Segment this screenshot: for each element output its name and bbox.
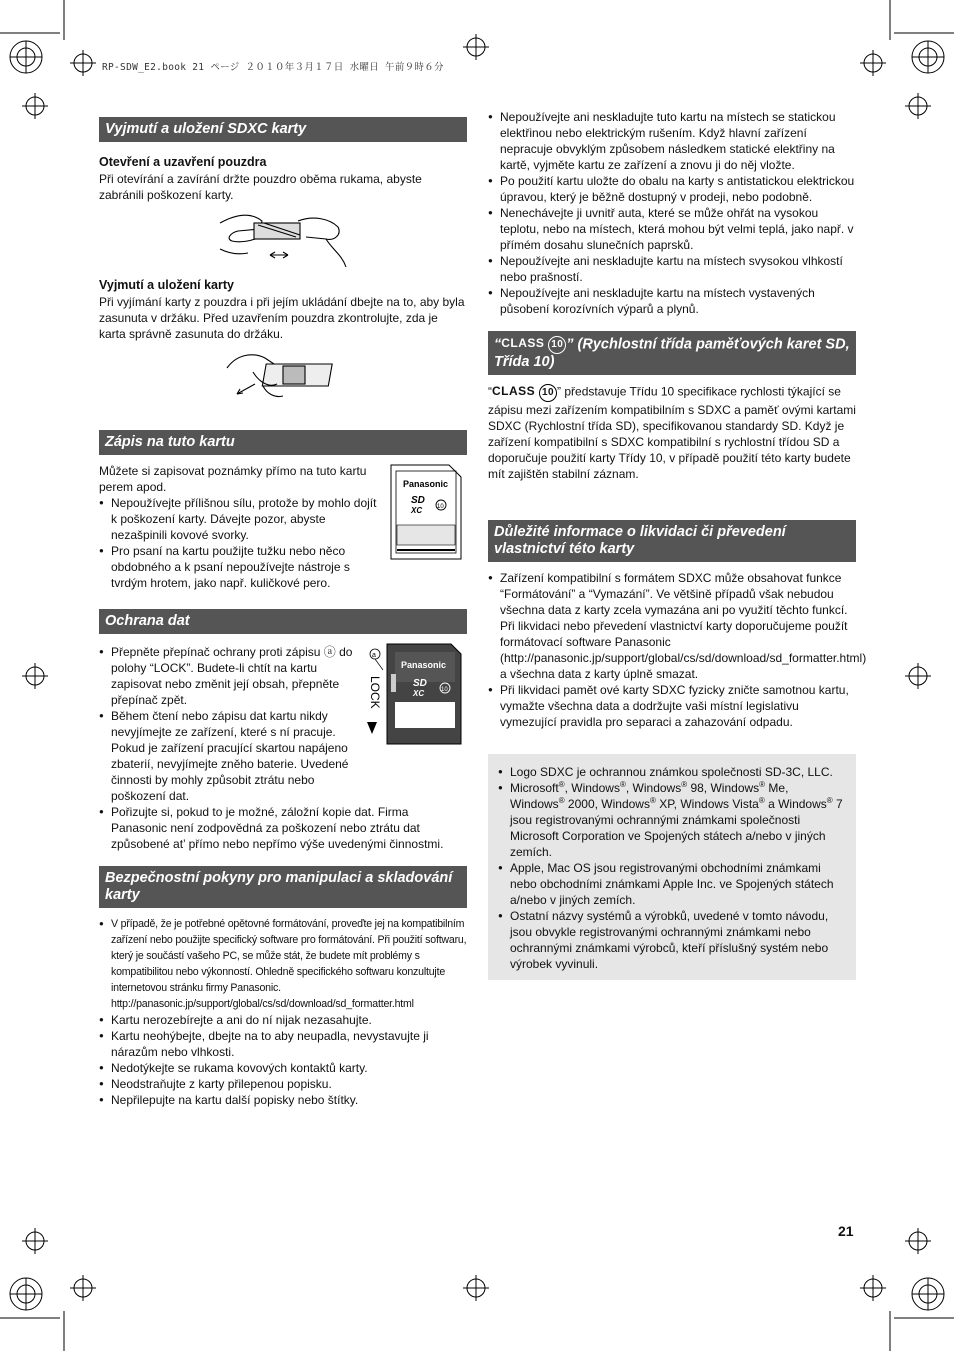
sd-card-sd-logo: SD [411,495,425,506]
trademark-apple: ● Apple, Mac OS jsou registrovanými obchodními známkami nebo obchodními známkami Apple Inc. ve Spojených státech a/nebo v jiných zemích. [498,860,846,908]
text-open-close: Při otevírání a zavírání držte pouzdro oběma rukama, abyste zabránili poškození karty. [99,172,422,202]
sd-card-brand: Panasonic [403,479,449,489]
trademark-others: ● Ostatní názvy systémů a výrobků, uvedené v tomto návodu, jsou obvykle registrovanými ochrannými známkami nebo ochrannými známkami výrobců, kteří příslušný systém nebo výrobek vyvinuli. [498,908,846,972]
trademark-sdxc: ● Logo SDXC je ochrannou známkou společnosti SD-3C, LLC. [498,764,846,780]
lock-card-brand: Panasonic [401,660,447,670]
section-title-class10 [488,331,856,375]
bullet-humidity: ● Nepoužívejte ani neskladujte kartu na místech svysokou vlhkostí nebo prašností. [488,253,856,285]
formatter-url: http://panasonic.jp/support/global/cs/sd/download/sd_formatter.html [111,998,414,1010]
class10-title-text: ” (Rychlostní třída paměťových karet SD, Třída 10) [494,336,850,370]
class10-description [488,383,856,482]
class10-logo [501,335,566,354]
bullet-writing-force: ● Nepoužívejte přílišnou sílu, protože by mohlo dojít k poškození karty. Dávejte pozor, abyste nezašpinili kovové svorky. [99,495,377,543]
sd-card-lock-illustration [365,638,465,748]
subheading-remove-store: Vyjmutí a uložení karty [99,278,234,292]
section-title-data-protection: Ochrana dat [99,609,467,634]
class10-logo-num: 10 [548,336,566,354]
bullet-no-touch-contacts: ● Nedotýkejte se rukama kovových kontaktů karty. [99,1060,467,1076]
class10-desc-quote-open: “ [488,384,492,399]
bullet-antistatic-case: ● Po použití kartu uložte do obalu na karty s antistatickou elektrickou úpravou, který je běžně dostupný v prodeji, nebo podobně. [488,173,856,205]
class10-title-quote-open: “ [494,336,502,353]
right-column [488,109,867,980]
class10-desc-text: ” představuje Třídu 10 specifikace rychlosti týkající se zápisu mezi zařízením kompatibilním s SDXC a paměť ovými kartami SDXC (Rychlostní třída SD), specifikovanou standardy SD. Když je zařízení kompatibilní s SDXC kompatibilní s rychlostní třídou SD a doporučuje použití karty Třídy 10, v případě použití této karty budete mít zajištěn stabilní záznam. [488,384,856,481]
bullet-heat: ● Nenechávejte ji uvnitř auta, které se může ohřát na vysokou teplotu, nebo na místech, která mohou být velmi teplá, jako např. v přímém dosahu slunečních paprsků. [488,205,856,253]
sd-card-xc-logo: XC [411,506,423,515]
bullet-formatting-text: V případě, že je potřebné opětovné formátování, proveďte jej na kompatibilním zařízení nebo použijte specifický software pro formátování. Při použití softwaru, který je součástí vašeho PC, se může stát, že budete mít problémy s kompatibilitou nebo výkonností. Ohledně specifického softwaru konzultujte internetovou stránku firmy Panasonic. [111,918,467,994]
section-title-handling: Bezpečnostní pokyny pro manipulaci a skladování karty [99,866,467,908]
bullet-corrosive: ● Nepoužívejte ani neskladujte kartu na místech vystavených působení korozívních výparů a plynů. [488,285,856,317]
bullet-writing-pencil: ● Pro psaní na kartu použijte tužku nebo něco obdobného a k psaní nepoužívejte nástroje s tvrdým hrotem, jako např. kuličkové pero. [99,543,377,591]
bullet-no-remove-label: ● Neodstraňujte z karty přilepenou popisku. [99,1076,467,1092]
class10-logo-word: CLASS [501,336,545,350]
bullet-formatting [99,916,467,1012]
lock-card-sd-logo: SD [413,678,427,689]
bullet-do-not-remove-text: ● Během čtení nebo zápisu dat kartu nikdy nevyjímejte ze zařízení, které s ní pracuje. Pokud je zařízení pracující skartou napájeno zbaterií, nevyjímejte zněho baterie. Uvedené činnosti by mohly způsobit ztrátu nebo poškození dat. [111,709,349,803]
lock-switch-marker: a [372,652,376,659]
class10-inline-logo [492,383,557,402]
bullet-backup: ● Pořizujte si, pokud to je možné, záložní kopie dat. Firma Panasonic není zodpovědná za poškození nebo ztrátu dat způsobené at’ přímo nebo nepřímo výše uvedenými činnostmi. [99,804,467,852]
section-title-remove-store: Vyjmutí a uložení SDXC karty [99,117,467,142]
subheading-open-close: Otevření a uzavření pouzdra [99,155,267,169]
section-title-writing: Zápis na tuto kartu [99,430,467,455]
print-header: RP-SDW_E2.book 21 ページ ２０１０年３月１７日 水曜日 午前９時６分 [102,62,444,73]
lock-card-xc-logo: XC [413,689,425,698]
section-title-disposal: Důležité informace o likvidaci či převedení vlastnictví této karty [488,520,856,562]
bullet-disposal-format: ● Zařízení kompatibilní s formátem SDXC může obsahovat funkce “Formátování” a “Vymazání”. Ve většině případů však nebudou všechna data z karty zcela vymazána ani po využití těchto funkcí. Při likvidaci nebo převedení vlastnictví karty doporučujeme použít formátovací software Panasonic (http://panasonic.jp/support/global/cs/sd/download/sd_formatter.html) a všechna data z karty úplně smazat. [488,570,856,682]
class10-inline-word: CLASS [492,384,536,398]
bullet-disposal-destroy: ● Při likvidaci pamět ové karty SDXC fyzicky zničte samotnou kartu, vymažte všechna data a dodržujte vaši místní legislativu vymezující pravidla pro separaci a zahazování odpadu. [488,682,856,730]
bullet-lock-switch: ● Přepněte přepínač ochrany proti zápisu ⓐ do polohy “LOCK”. Budete-li chtít na kartu zapisovat nebo změnit její obsah, přepněte přepínač zpět. [99,644,355,708]
sd-card-class-num: 10 [437,504,444,510]
trademark-microsoft: ● Microsoft®, Windows®, Windows® 98, Windows® Me, Windows® 2000, Windows® XP, Windows Vista® a Windows® 7 jsou registrovanými ochrannými známkami společnosti Microsoft Corporation ve Spojených státech a/nebo v jiných zemích. [498,780,846,860]
card-insertion-illustration [223,348,343,404]
bullet-no-extra-labels: ● Nepřilepujte na kartu další popisky nebo štítky. [99,1092,467,1108]
bullet-no-bend: ● Kartu neohýbejte, dbejte na to aby neupadla, nevystavujte ji nárazům nebo vlhkosti. [99,1028,467,1060]
page-number: 21 [838,1223,854,1239]
bullet-static: ● Nepoužívejte ani neskladujte tuto kartu na místech se statickou elektřinou nebo elektrickým rušením. Když hlavní zařízení nepracuje obvyklým způsobem následkem statické elektřiny na kartě, vyjměte kartu ze zařízení a znovu ji do něj vložte. [488,109,856,173]
left-column [99,117,467,1108]
lock-label: LOCK [368,676,382,709]
case-opening-illustration [218,209,348,271]
sd-card-illustration [389,463,463,561]
trademarks-box [488,754,856,980]
class10-inline-num: 10 [539,384,557,402]
text-writing-intro: Můžete si zapisovat poznámky přímo na tuto kartu perem apod. [99,464,367,494]
bullet-no-disassemble: ● Kartu nerozebírejte a ani do ní nijak nezasahujte. [99,1012,467,1028]
text-remove-store: Při vyjímání karty z pouzdra i při jejím ukládání dbejte na to, aby byla zasunuta v držáku. Před uzavřením pouzdra zkontrolujte, zda je karta správně zasunuta do držáku. [99,295,465,341]
lock-card-class-num: 10 [441,687,448,693]
